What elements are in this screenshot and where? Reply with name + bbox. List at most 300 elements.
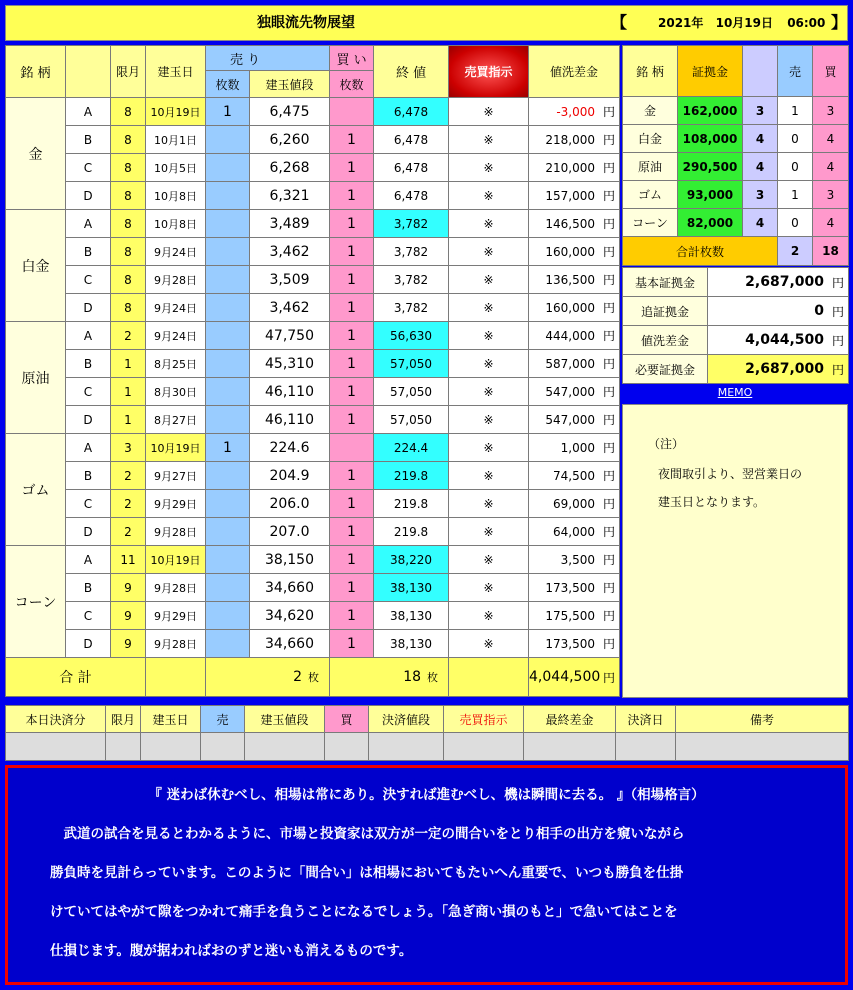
total-spacer (146, 658, 206, 697)
buy-count: 1 (330, 518, 374, 546)
margin-row (623, 153, 849, 181)
sell-count (206, 490, 250, 518)
sell-count (206, 518, 250, 546)
contract-month: 2 (111, 462, 146, 490)
contract-id: D (66, 630, 111, 658)
diff-value: 64,000 (553, 524, 596, 539)
commodity-name: 白金 (6, 210, 66, 322)
margin-count: 3 (743, 97, 778, 125)
summary-table (622, 267, 849, 384)
entry-price: 3,489 (250, 210, 330, 238)
entry-date: 9月27日 (146, 462, 206, 490)
diff-value: 160,000 (545, 244, 596, 259)
mark-to-market (529, 630, 620, 658)
entry-price: 47,750 (250, 322, 330, 350)
date-display (658, 6, 825, 40)
entry-price: 207.0 (250, 518, 330, 546)
margin-total-sell: 2 (778, 237, 813, 266)
yen-unit: 円 (603, 189, 616, 203)
entry-date: 9月29日 (146, 602, 206, 630)
proverb-box (5, 765, 848, 985)
sell-count (206, 350, 250, 378)
margin-buy: 3 (813, 97, 849, 125)
yen-unit: 円 (603, 553, 616, 567)
header-close: 終 値 (374, 46, 449, 98)
order-instruction: ※ (449, 210, 529, 238)
order-instruction: ※ (449, 462, 529, 490)
buy-count: 1 (330, 630, 374, 658)
contract-id: D (66, 294, 111, 322)
diff-value: 173,500 (545, 636, 596, 651)
memo-line-1: 夜間取引より、翌営業日の (658, 467, 803, 481)
close-price: 57,050 (374, 406, 449, 434)
order-instruction: ※ (449, 574, 529, 602)
yen-unit: 円 (603, 245, 616, 259)
header-order: 売買指示 (449, 46, 529, 98)
sell-count (206, 378, 250, 406)
contract-id: C (66, 266, 111, 294)
contract-id: A (66, 434, 111, 462)
settle-cell (245, 733, 325, 761)
entry-date: 10月1日 (146, 126, 206, 154)
mark-to-market (529, 378, 620, 406)
entry-date: 9月24日 (146, 322, 206, 350)
header-sell-count: 枚数 (206, 71, 250, 98)
yen-unit: 円 (603, 161, 616, 175)
contract-month: 8 (111, 182, 146, 210)
close-price: 6,478 (374, 98, 449, 126)
settle-header: 建玉日 (141, 706, 201, 733)
margin-header-sell: 売 (778, 46, 813, 97)
settle-header: 買 (325, 706, 369, 733)
diff-value: 175,500 (545, 608, 596, 623)
mark-to-market (529, 490, 620, 518)
table-row (6, 546, 620, 574)
mark-to-market (529, 462, 620, 490)
settle-header: 備考 (676, 706, 849, 733)
header-symbol: 銘 柄 (6, 46, 66, 98)
settle-cell (369, 733, 444, 761)
settle-cell (616, 733, 676, 761)
table-row (6, 406, 620, 434)
margin-row (623, 125, 849, 153)
yen-unit: 円 (603, 133, 616, 147)
margin-sell: 1 (778, 97, 813, 125)
buy-count: 1 (330, 546, 374, 574)
yen-unit: 円 (603, 441, 616, 455)
close-price: 38,220 (374, 546, 449, 574)
total-sell (206, 658, 330, 697)
settle-header: 決済値段 (369, 706, 444, 733)
mark-to-market (529, 350, 620, 378)
entry-date: 9月28日 (146, 630, 206, 658)
entry-price: 206.0 (250, 490, 330, 518)
total-buy-value: 18 (403, 669, 422, 685)
close-price: 57,050 (374, 378, 449, 406)
buy-count: 1 (330, 574, 374, 602)
diff-value: 173,500 (545, 580, 596, 595)
diff-value: 3,500 (560, 552, 596, 567)
entry-date: 8月30日 (146, 378, 206, 406)
sell-count: 1 (206, 434, 250, 462)
margin-buy: 4 (813, 209, 849, 237)
memo-link-area (622, 380, 848, 402)
buy-count: 1 (330, 322, 374, 350)
entry-price: 45,310 (250, 350, 330, 378)
table-row (6, 294, 620, 322)
buy-count: 1 (330, 154, 374, 182)
close-price: 6,478 (374, 126, 449, 154)
order-instruction: ※ (449, 518, 529, 546)
order-instruction: ※ (449, 434, 529, 462)
total-label: 合 計 (6, 658, 146, 697)
margin-commodity: 金 (623, 97, 678, 125)
contract-month: 8 (111, 266, 146, 294)
mark-to-market (529, 266, 620, 294)
settle-header: 本日決済分 (6, 706, 106, 733)
order-instruction: ※ (449, 294, 529, 322)
yen-unit: 円 (603, 497, 616, 511)
settle-cell (325, 733, 369, 761)
buy-count: 1 (330, 266, 374, 294)
close-price: 3,782 (374, 294, 449, 322)
yen-unit: 円 (603, 637, 616, 651)
entry-date: 9月29日 (146, 490, 206, 518)
entry-date: 10月8日 (146, 182, 206, 210)
entry-price: 46,110 (250, 406, 330, 434)
buy-count: 1 (330, 406, 374, 434)
proverb-title: 『 迷わば休むべし、相場は常にあり。決すれば進むべし、機は瞬間に去る。 』（相場格言） (148, 787, 705, 803)
diff-value: 74,500 (553, 468, 596, 483)
contract-id: B (66, 350, 111, 378)
contract-month: 9 (111, 630, 146, 658)
buy-count: 1 (330, 182, 374, 210)
total-buy (330, 658, 449, 697)
margin-commodity: 原油 (623, 153, 678, 181)
table-row (6, 210, 620, 238)
memo-panel (622, 404, 848, 698)
diff-value: 69,000 (553, 496, 596, 511)
total-sell-unit: 枚 (308, 671, 320, 684)
sell-count (206, 602, 250, 630)
mark-to-market (529, 602, 620, 630)
proverb-body (50, 815, 685, 971)
summary-amount: 2,687,000 (745, 361, 824, 377)
diff-value: 1,000 (560, 440, 596, 455)
contract-month: 1 (111, 378, 146, 406)
entry-price: 204.9 (250, 462, 330, 490)
date-bracket-close: 】 (831, 13, 848, 32)
mark-to-market (529, 238, 620, 266)
yen-unit: 円 (603, 301, 616, 315)
table-row (6, 378, 620, 406)
margin-sell: 0 (778, 153, 813, 181)
entry-date: 9月24日 (146, 294, 206, 322)
header-date: 建玉日 (146, 46, 206, 98)
sell-count (206, 126, 250, 154)
diff-value: 587,000 (545, 356, 596, 371)
margin-commodity: 白金 (623, 125, 678, 153)
diff-value: 157,000 (545, 188, 596, 203)
margin-sell: 0 (778, 209, 813, 237)
total-buy-unit: 枚 (427, 671, 439, 684)
sell-count (206, 406, 250, 434)
settle-header: 最終差金 (524, 706, 616, 733)
entry-price: 34,620 (250, 602, 330, 630)
margin-header-buy: 買 (813, 46, 849, 97)
buy-count: 1 (330, 378, 374, 406)
day-label: 10月19日 (715, 16, 773, 30)
margin-amount: 93,000 (678, 181, 743, 209)
entry-date: 10月19日 (146, 98, 206, 126)
margin-header-margin: 証拠金 (678, 46, 743, 97)
contract-id: C (66, 490, 111, 518)
commodity-name: コーン (6, 546, 66, 658)
margin-sell: 1 (778, 181, 813, 209)
proverb-line-4: 仕損じます。腹が据わればおのずと迷いも消えるものです。 (50, 943, 413, 959)
margin-sell: 0 (778, 125, 813, 153)
header-subid (66, 46, 111, 98)
contract-month: 2 (111, 490, 146, 518)
summary-value (708, 326, 849, 355)
buy-count: 1 (330, 238, 374, 266)
yen-unit: 円 (603, 581, 616, 595)
order-instruction: ※ (449, 266, 529, 294)
order-instruction: ※ (449, 126, 529, 154)
mark-to-market (529, 322, 620, 350)
diff-value: 547,000 (545, 384, 596, 399)
mark-to-market (529, 546, 620, 574)
buy-count: 1 (330, 462, 374, 490)
sell-count (206, 182, 250, 210)
sell-count (206, 238, 250, 266)
table-row (6, 574, 620, 602)
contract-month: 11 (111, 546, 146, 574)
positions-table (5, 45, 620, 697)
entry-price: 6,260 (250, 126, 330, 154)
close-price: 219.8 (374, 518, 449, 546)
mark-to-market (529, 182, 620, 210)
contract-id: D (66, 406, 111, 434)
margin-buy: 4 (813, 125, 849, 153)
summary-amount: 0 (814, 303, 824, 319)
commodity-name: 金 (6, 98, 66, 210)
close-price: 219.8 (374, 490, 449, 518)
contract-month: 8 (111, 126, 146, 154)
settlement-table (5, 705, 849, 761)
close-price: 38,130 (374, 602, 449, 630)
summary-value (708, 297, 849, 326)
contract-month: 8 (111, 210, 146, 238)
table-row (6, 462, 620, 490)
mark-to-market (529, 210, 620, 238)
buy-count: 1 (330, 350, 374, 378)
settle-header: 売買指示 (444, 706, 524, 733)
order-instruction: ※ (449, 154, 529, 182)
entry-date: 10月8日 (146, 210, 206, 238)
total-diff (529, 658, 620, 697)
time-label: 06:00 (787, 16, 826, 30)
entry-price: 3,462 (250, 294, 330, 322)
contract-month: 8 (111, 238, 146, 266)
title-bar (5, 5, 848, 41)
entry-price: 224.6 (250, 434, 330, 462)
sell-count (206, 574, 250, 602)
entry-date: 9月28日 (146, 266, 206, 294)
order-instruction: ※ (449, 490, 529, 518)
yen-unit: 円 (831, 304, 844, 319)
page-title: 独眼流先物展望 (257, 15, 355, 31)
summary-label: 値洗差金 (623, 326, 708, 355)
order-instruction: ※ (449, 98, 529, 126)
margin-total-label: 合計枚数 (623, 237, 778, 266)
margin-count: 4 (743, 209, 778, 237)
buy-count: 1 (330, 294, 374, 322)
sell-count: 1 (206, 98, 250, 126)
table-row (6, 182, 620, 210)
yen-unit: 円 (831, 275, 844, 290)
header-sell: 売 り (206, 46, 330, 71)
contract-id: D (66, 182, 111, 210)
commodity-name: ゴム (6, 434, 66, 546)
memo-line-2: 建玉日となります。 (658, 495, 766, 509)
order-instruction: ※ (449, 378, 529, 406)
close-price: 3,782 (374, 238, 449, 266)
order-instruction: ※ (449, 350, 529, 378)
settle-header: 売 (201, 706, 245, 733)
yen-unit: 円 (603, 469, 616, 483)
order-instruction: ※ (449, 406, 529, 434)
sell-count (206, 462, 250, 490)
yen-unit: 円 (603, 217, 616, 231)
entry-price: 38,150 (250, 546, 330, 574)
mark-to-market (529, 434, 620, 462)
settle-cell (524, 733, 616, 761)
contract-id: A (66, 98, 111, 126)
entry-price: 46,110 (250, 378, 330, 406)
memo-link[interactable]: MEMO (717, 386, 753, 399)
contract-month: 2 (111, 322, 146, 350)
contract-id: A (66, 546, 111, 574)
margin-header-count (743, 46, 778, 97)
contract-id: A (66, 322, 111, 350)
yen-unit: 円 (603, 329, 616, 343)
margin-commodity: コーン (623, 209, 678, 237)
diff-value: 146,500 (545, 216, 596, 231)
table-row (6, 154, 620, 182)
diff-value: 160,000 (545, 300, 596, 315)
buy-count: 1 (330, 210, 374, 238)
close-price: 6,478 (374, 154, 449, 182)
proverb-line-2: 勝負時を見計らっています。このように「間合い」は相場においてもたいへん重要で、いつも勝負を仕掛 (50, 865, 684, 881)
summary-label: 追証拠金 (623, 297, 708, 326)
contract-month: 8 (111, 294, 146, 322)
entry-price: 6,321 (250, 182, 330, 210)
contract-id: B (66, 574, 111, 602)
header-buy: 買 い (330, 46, 374, 71)
yen-unit: 円 (603, 357, 616, 371)
yen-unit: 円 (831, 362, 844, 377)
contract-id: B (66, 238, 111, 266)
settle-cell (201, 733, 245, 761)
settle-header: 限月 (106, 706, 141, 733)
close-price: 56,630 (374, 322, 449, 350)
margin-header-symbol: 銘 柄 (623, 46, 678, 97)
table-row (6, 630, 620, 658)
margin-row (623, 209, 849, 237)
settle-cell (676, 733, 849, 761)
contract-month: 8 (111, 98, 146, 126)
memo-note: （注） (648, 437, 685, 451)
total-diff-value: 4,044,500 (529, 669, 601, 685)
contract-id: A (66, 210, 111, 238)
entry-price: 34,660 (250, 574, 330, 602)
order-instruction: ※ (449, 546, 529, 574)
mark-to-market (529, 574, 620, 602)
sell-count (206, 294, 250, 322)
contract-id: B (66, 462, 111, 490)
buy-count: 1 (330, 126, 374, 154)
entry-date: 10月19日 (146, 546, 206, 574)
margin-amount: 108,000 (678, 125, 743, 153)
header-month: 限月 (111, 46, 146, 98)
order-instruction: ※ (449, 322, 529, 350)
yen-unit: 円 (603, 105, 616, 119)
margin-table (622, 45, 849, 266)
buy-count: 1 (330, 602, 374, 630)
buy-count: 1 (330, 490, 374, 518)
entry-price: 6,268 (250, 154, 330, 182)
diff-value: -3,000 (556, 104, 596, 119)
yen-unit: 円 (603, 609, 616, 623)
proverb-line-1: 武道の試合を見るとわかるように、市場と投資家は双方が一定の間合いをとり相手の出方を窺いながら (50, 826, 685, 842)
sell-count (206, 322, 250, 350)
entry-date: 10月5日 (146, 154, 206, 182)
entry-date: 9月24日 (146, 238, 206, 266)
margin-amount: 82,000 (678, 209, 743, 237)
table-row (6, 266, 620, 294)
table-row (6, 602, 620, 630)
contract-id: C (66, 154, 111, 182)
mark-to-market (529, 154, 620, 182)
settle-cell (6, 733, 106, 761)
proverb-line-3: けていてはやがて隙をつかれて痛手を負うことになるでしょう。「急ぎ商い損のもと」で急いてはことを (50, 904, 678, 920)
contract-id: C (66, 378, 111, 406)
date-bracket-open: 【 (611, 13, 628, 32)
buy-count (330, 434, 374, 462)
contract-month: 9 (111, 574, 146, 602)
contract-id: C (66, 602, 111, 630)
margin-count: 4 (743, 125, 778, 153)
yen-unit: 円 (603, 413, 616, 427)
sell-count (206, 154, 250, 182)
summary-amount: 2,687,000 (745, 274, 824, 290)
margin-amount: 162,000 (678, 97, 743, 125)
mark-to-market (529, 406, 620, 434)
year-label: 2021年 (658, 16, 704, 30)
summary-label: 基本証拠金 (623, 268, 708, 297)
buy-count (330, 98, 374, 126)
yen-unit: 円 (603, 525, 616, 539)
total-spacer-2 (449, 658, 529, 697)
entry-price: 3,462 (250, 238, 330, 266)
close-price: 38,130 (374, 630, 449, 658)
margin-row (623, 97, 849, 125)
close-price: 224.4 (374, 434, 449, 462)
settle-cell (106, 733, 141, 761)
entry-date: 9月28日 (146, 574, 206, 602)
sell-count (206, 210, 250, 238)
